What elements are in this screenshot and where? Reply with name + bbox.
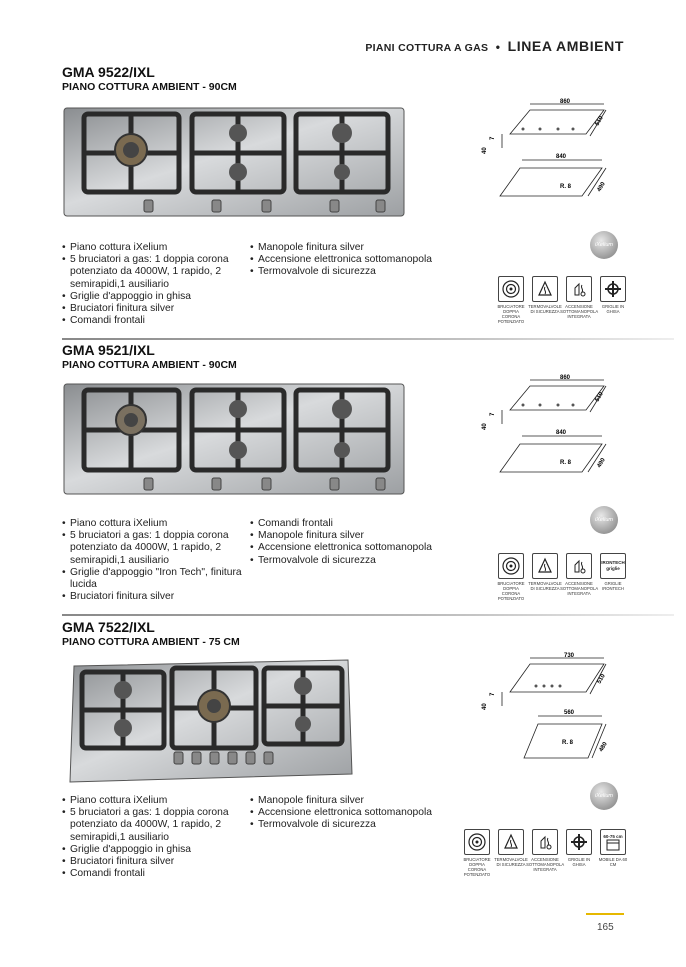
- double-crown-icon: [498, 276, 524, 302]
- dimension-drawing: [478, 372, 618, 492]
- icon-caption: ACCENSIONE SOTTOMANOPOLA INTEGRATA: [560, 304, 599, 319]
- feature-item: • Manopole finitura silver: [250, 795, 435, 807]
- product-subtitle: PIANO COTTURA AMBIENT - 90CM: [62, 359, 237, 371]
- product-2-hob-image: [62, 376, 407, 498]
- dim-width: 860: [560, 375, 571, 381]
- dim-radius: R. 8: [562, 740, 574, 746]
- dimension-drawing: [478, 648, 618, 768]
- product-model: GMA 7522/IXL: [62, 619, 155, 635]
- page-number: 165: [597, 922, 614, 933]
- ignition-icon: [566, 276, 592, 302]
- feature-item: • Piano cottura iXelium: [62, 518, 242, 530]
- cast-iron-grid-icon: [600, 276, 626, 302]
- icon-cell: [462, 829, 492, 877]
- dim-lip: 7: [490, 692, 496, 696]
- feature-item: • Accensione elettronica sottomanopola: [250, 542, 435, 554]
- feature-item: • Griglie d'appoggio in ghisa: [62, 844, 242, 856]
- feature-item: • Comandi frontali: [62, 868, 242, 880]
- feature-item: • Accensione elettronica sottomanopola: [250, 807, 435, 819]
- product-3-hob-image: [66, 656, 356, 786]
- product-1-features-right: [250, 242, 435, 279]
- icon-caption: BRUCIATORE DOPPIA CORONA POTENZIATO: [497, 581, 525, 601]
- feature-item: • Manopole finitura silver: [250, 242, 435, 254]
- dim-depth: 510: [596, 673, 607, 685]
- header-category: PIANI COTTURA A GAS: [365, 42, 489, 54]
- feature-item: • Termovalvole di sicurezza: [250, 819, 435, 831]
- icon-caption: TERMOVALVOLE DI SICUREZZA: [528, 581, 562, 591]
- icon-cell: [526, 829, 565, 877]
- product-3-features-left: [62, 795, 242, 880]
- feature-item: • Accensione elettronica sottomanopola: [250, 254, 435, 266]
- icon-cell: [530, 276, 560, 324]
- dim-cut-depth: 480: [598, 741, 609, 753]
- icon-caption: GRIGLIE IN GHISA: [601, 304, 625, 314]
- dim-height: 40: [482, 423, 488, 430]
- icon-caption: GRIGLIE IN GHISA: [567, 857, 591, 867]
- product-subtitle: PIANO COTTURA AMBIENT - 90CM: [62, 81, 237, 93]
- dim-cut-width: 840: [556, 154, 567, 160]
- ixelium-badge: iXelium: [590, 782, 618, 810]
- iron-tech-label: IRONTECH griglie: [601, 560, 625, 571]
- dim-cut-depth: 490: [596, 457, 607, 469]
- feature-item: • Griglie d'appoggio in ghisa: [62, 291, 242, 303]
- dim-height: 40: [482, 703, 488, 710]
- section-divider: [62, 614, 674, 616]
- product-model: GMA 9521/IXL: [62, 342, 155, 358]
- feature-item: • Manopole finitura silver: [250, 530, 435, 542]
- dim-lip: 7: [490, 136, 496, 140]
- hob-photo: [62, 376, 407, 498]
- product-2-dimension-diagram: [478, 372, 618, 497]
- icon-cell: [560, 276, 599, 324]
- feature-item: • Comandi frontali: [62, 315, 242, 327]
- ixelium-badge: iXelium: [590, 231, 618, 259]
- product-3-title-block: [62, 619, 634, 648]
- thermocouple-icon: [532, 553, 558, 579]
- icon-caption: BRUCIATORE DOPPIA CORONA POTENZIATO: [497, 304, 525, 324]
- feature-item: • Piano cottura iXelium: [62, 795, 242, 807]
- product-2-features-right: [250, 518, 435, 567]
- header-line: LINEA AMBIENT: [507, 38, 624, 54]
- thermocouple-icon: [532, 276, 558, 302]
- feature-item: • 5 bruciatori a gas: 1 doppia corona potenziato da 4000W, 1 rapido, 2 semirapidi,1 ausiliario: [62, 254, 242, 291]
- product-1-feature-icons: [496, 276, 628, 324]
- product-1-dimension-diagram: [478, 96, 618, 221]
- product-model: GMA 9522/IXL: [62, 64, 155, 80]
- icon-caption: BRUCIATORE DOPPIA CORONA POTENZIATO: [463, 857, 491, 877]
- feature-item: • Bruciatori finitura silver: [62, 591, 242, 603]
- feature-item: • Comandi frontali: [250, 518, 435, 530]
- ixelium-badge: iXelium: [590, 506, 618, 534]
- product-2-features-left: [62, 518, 242, 603]
- icon-caption: TERMOVALVOLE DI SICUREZZA: [494, 857, 528, 867]
- dim-depth: 510: [594, 391, 605, 403]
- feature-item: • Griglie d'appoggio "Iron Tech", finitura lucida: [62, 567, 242, 591]
- feature-item: • Termovalvole di sicurezza: [250, 555, 435, 567]
- double-crown-icon: [464, 829, 490, 855]
- dim-lip: 7: [490, 412, 496, 416]
- product-3-feature-icons: [462, 829, 628, 877]
- dim-radius: R. 8: [560, 460, 572, 466]
- dim-width: 860: [560, 99, 571, 105]
- icon-caption: TERMOVALVOLE DI SICUREZZA: [528, 304, 562, 314]
- hob-photo: [62, 100, 407, 220]
- feature-item: • Termovalvole di sicurezza: [250, 266, 435, 278]
- icon-cell: [564, 829, 594, 877]
- dimension-drawing: [478, 96, 618, 216]
- dim-radius: R. 8: [560, 184, 572, 190]
- product-3-features-right: [250, 795, 435, 832]
- product-2-feature-icons: [496, 553, 628, 601]
- icon-cell: [598, 276, 628, 324]
- iron-tech-grid-icon: [600, 553, 626, 579]
- product-1-hob-image: [62, 100, 407, 220]
- dim-cut-width: 560: [564, 710, 575, 716]
- product-1-title-block: [62, 64, 634, 93]
- icon-cell: [530, 553, 560, 601]
- feature-item: • Bruciatori finitura silver: [62, 856, 242, 868]
- feature-item: • 5 bruciatori a gas: 1 doppia corona potenziato da 4000W, 1 rapido, 2 semirapidi,1 ausiliario: [62, 530, 242, 567]
- page-header: [365, 38, 624, 54]
- page-number-rule: [586, 913, 624, 915]
- icon-caption: ACCENSIONE SOTTOMANOPOLA INTEGRATA: [526, 857, 565, 872]
- icon-cell: [560, 553, 599, 601]
- icon-cell: [598, 553, 628, 601]
- dim-cut-width: 840: [556, 430, 567, 436]
- icon-caption: ACCENSIONE SOTTOMANOPOLA INTEGRATA: [560, 581, 599, 596]
- section-divider: [62, 338, 674, 340]
- dim-width: 730: [564, 653, 575, 659]
- feature-item: • Piano cottura iXelium: [62, 242, 242, 254]
- icon-cell: [496, 276, 526, 324]
- icon-cell: [496, 829, 526, 877]
- thermocouple-icon: [498, 829, 524, 855]
- icon-cell: [598, 829, 628, 877]
- dim-height: 40: [482, 147, 488, 154]
- double-crown-icon: [498, 553, 524, 579]
- dim-depth: 510: [594, 115, 605, 127]
- feature-item: • Bruciatori finitura silver: [62, 303, 242, 315]
- cabinet-size-label: 60-75 cm: [603, 833, 623, 839]
- header-separator: •: [495, 40, 501, 54]
- feature-item: • 5 bruciatori a gas: 1 doppia corona potenziato da 4000W, 1 rapido, 2 semirapidi,1 ausiliario: [62, 807, 242, 844]
- product-1-features-left: [62, 242, 242, 327]
- cabinet-size-icon: [600, 829, 626, 855]
- icon-caption: MOBILE DA 60 CM: [598, 857, 628, 867]
- dim-cut-depth: 490: [596, 181, 607, 193]
- icon-caption: GRIGLIE IRONTECH: [602, 581, 624, 591]
- ignition-icon: [566, 553, 592, 579]
- product-2-title-block: [62, 342, 634, 371]
- icon-cell: [496, 553, 526, 601]
- hob-photo: [66, 656, 356, 786]
- product-subtitle: PIANO COTTURA AMBIENT - 75 CM: [62, 636, 240, 648]
- product-3-dimension-diagram: [478, 648, 618, 773]
- ignition-icon: [532, 829, 558, 855]
- cast-iron-grid-icon: [566, 829, 592, 855]
